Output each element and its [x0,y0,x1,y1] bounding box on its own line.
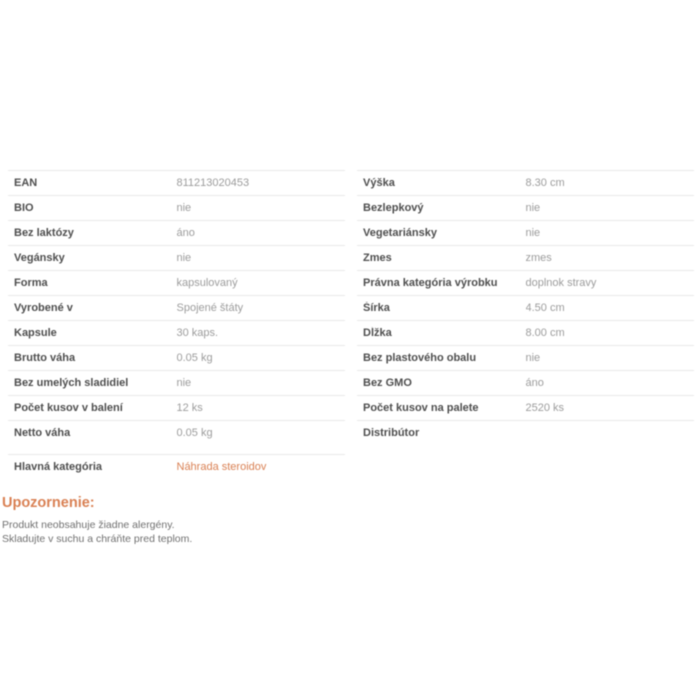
spec-value: 8.00 cm [525,327,565,339]
main-category-label: Hlavná kategória [14,461,103,473]
spec-row [8,370,345,395]
spec-row [357,370,694,395]
spec-row [8,170,345,195]
spec-row [357,320,694,345]
spec-row [8,420,345,445]
spec-label: Šírka [363,302,390,314]
spec-value: Spojené štáty [176,302,244,314]
spec-label: Distribútor [363,427,420,439]
spec-value: nie [176,202,192,214]
spec-row [8,195,345,220]
spec-label: Vegánsky [14,252,65,264]
spec-value: 4.50 cm [525,302,565,314]
main-category-link[interactable]: Náhrada steroidov [176,461,267,473]
spec-value: 30 kaps. [176,327,219,339]
spec-label: Kapsule [14,327,57,339]
spec-row [357,220,694,245]
spec-row [357,295,694,320]
spec-row [8,270,345,295]
notice-heading: Upozornenie: [2,495,95,511]
spec-label: Vegetariánsky [363,227,437,239]
spec-value: nie [176,252,192,264]
spec-value: 811213020453 [176,177,250,189]
spec-label: Bez plastového obalu [363,352,477,364]
spec-value: 0.05 kg [176,352,213,364]
spec-table-left [8,170,345,445]
spec-value: áno [176,227,195,239]
spec-row [357,245,694,270]
spec-label: Forma [14,277,48,289]
spec-label: Bez umelých sladidiel [14,377,129,389]
spec-row [357,195,694,220]
spec-row [8,345,345,370]
notice-line: Produkt neobsahuje žiadne alergény. [2,519,175,531]
notice-text [2,518,694,546]
spec-label: BIO [14,202,34,214]
spec-label: Zmes [363,252,392,264]
spec-label: Bez laktózy [14,227,74,239]
spec-label: Počet kusov v balení [14,402,123,414]
product-details-section [2,170,694,546]
spec-label: Brutto váha [14,352,76,364]
spec-label: Bezlepkový [363,202,424,214]
spec-label: Netto váha [14,427,71,439]
spec-value: kapsulovaný [176,277,238,289]
spec-label: Vyrobené v [14,302,73,314]
spec-row [8,220,345,245]
spec-label: EAN [14,177,38,189]
notice-section [2,495,694,546]
spec-row [8,320,345,345]
spec-value: nie [525,227,541,239]
spec-table-right [357,170,694,445]
spec-value: nie [525,352,541,364]
spec-row [357,345,694,370]
spec-value: doplnok stravy [525,277,597,289]
spec-label: Počet kusov na palete [363,402,479,414]
spec-label: Právna kategória výrobku [363,277,498,289]
spec-value: 12 ks [176,402,203,414]
spec-row [357,270,694,295]
spec-value: 2520 ks [525,402,565,414]
spec-value: áno [525,377,544,389]
spec-tables [8,170,694,445]
main-category-section [8,454,345,479]
spec-value: 8.30 cm [525,177,565,189]
spec-label: Výška [363,177,395,189]
spec-row [357,395,694,420]
spec-row [8,245,345,270]
spec-value: nie [176,377,192,389]
spec-row [8,395,345,420]
spec-row [357,170,694,195]
spec-row [8,295,345,320]
spec-label: Bez GMO [363,377,412,389]
notice-line: Skladujte v suchu a chráňte pred teplom. [2,533,193,545]
main-category-row [8,454,345,479]
spec-label: Dĺžka [363,327,392,339]
spec-value: nie [525,202,541,214]
spec-value: 0.05 kg [176,427,213,439]
spec-value: zmes [525,252,552,264]
spec-row [357,420,694,445]
